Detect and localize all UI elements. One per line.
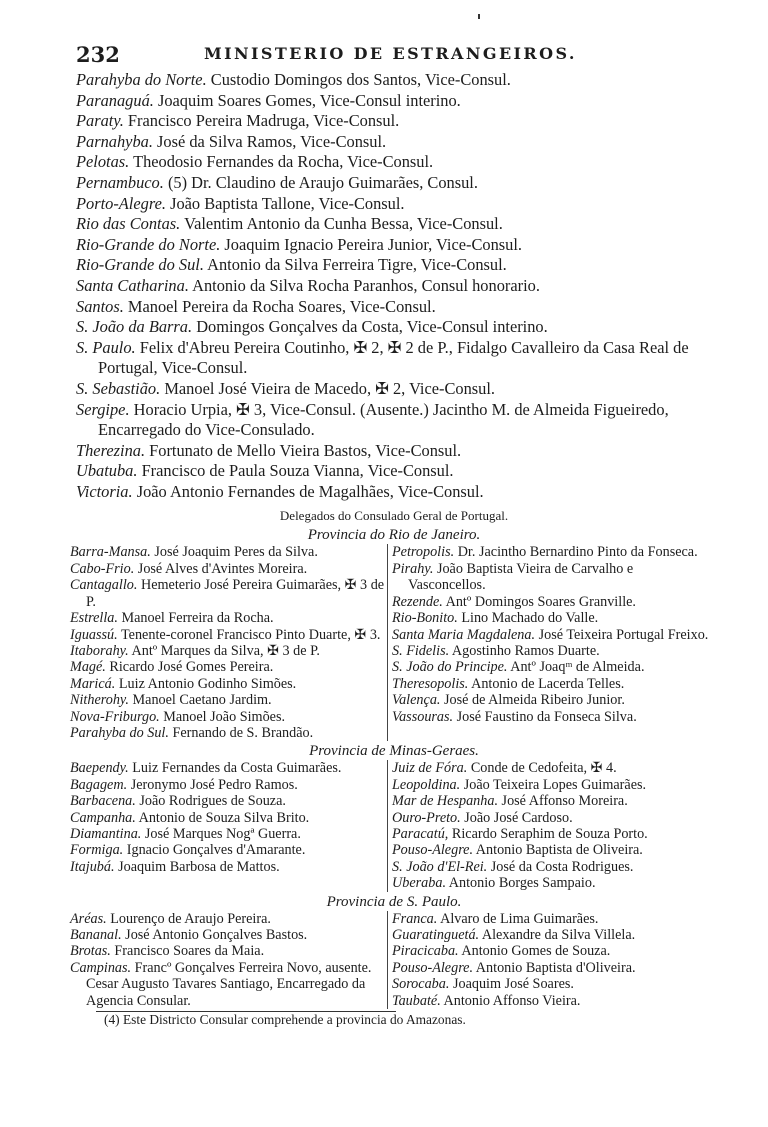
place-name: Porto-Alegre. bbox=[76, 193, 166, 213]
entry-text: José da Costa Rodrigues. bbox=[487, 858, 634, 875]
place-name: Paranaguá. bbox=[76, 90, 154, 110]
delegate-item bbox=[392, 709, 710, 725]
consular-entry bbox=[76, 70, 712, 91]
consular-entry bbox=[76, 317, 712, 338]
entry-text: Antonio da Silva Rocha Paranhos, Consul honorario. bbox=[188, 275, 540, 295]
delegate-item bbox=[70, 842, 385, 858]
place-name: Ubatuba. bbox=[76, 461, 138, 481]
entry-text: Antº Joaqᵐ de Almeida. bbox=[507, 659, 645, 676]
entry-text: Antº Marques da Silva, ✠ 3 de P. bbox=[128, 642, 320, 659]
place-name: Bagagem. bbox=[70, 776, 128, 793]
place-name: S. João d'El-Rei. bbox=[392, 858, 488, 875]
delegate-item bbox=[392, 826, 710, 842]
place-name: Victoria. bbox=[76, 481, 133, 501]
place-name: Santos. bbox=[76, 296, 124, 316]
entry-text: Francº Gonçalves Ferreira Novo, ausente. Cesar Augusto Tavares Santiago, Encarregado da Agencia Consular. bbox=[86, 959, 372, 1009]
entry-text: Francisco de Paula Souza Vianna, Vice-Consul. bbox=[137, 461, 454, 481]
place-name: Therezina. bbox=[76, 440, 146, 460]
delegate-item bbox=[70, 676, 385, 692]
delegate-item bbox=[392, 976, 710, 992]
delegate-item bbox=[392, 544, 710, 560]
delegate-item bbox=[70, 610, 385, 626]
delegate-item bbox=[392, 842, 710, 858]
place-name: Barra-Mansa. bbox=[70, 544, 151, 561]
left-column bbox=[70, 544, 388, 741]
place-name: Cabo-Frio. bbox=[70, 560, 135, 577]
delegate-item bbox=[392, 943, 710, 959]
place-name: Itaborahy. bbox=[70, 642, 129, 659]
entry-text: João Antonio Fernandes de Magalhães, Vice-Consul. bbox=[132, 481, 484, 501]
place-name: Estrella. bbox=[70, 610, 118, 627]
place-name: Bananal. bbox=[70, 927, 122, 943]
entry-text: José de Almeida Ribeiro Junior. bbox=[440, 692, 625, 709]
delegate-item bbox=[70, 793, 385, 809]
place-name: Petropolis. bbox=[392, 544, 455, 561]
delegate-item bbox=[392, 927, 710, 943]
delegate-item bbox=[70, 927, 385, 943]
place-name: Maricá. bbox=[70, 675, 116, 692]
place-name: Cantagallo. bbox=[70, 577, 138, 594]
entry-text: Joaquim Barbosa de Mattos. bbox=[114, 858, 280, 875]
entry-text: Joaquim José Soares. bbox=[449, 976, 574, 993]
place-name: Formiga. bbox=[70, 842, 124, 859]
place-name: Parahyba do Sul. bbox=[70, 724, 169, 741]
entry-text: Antonio Affonso Vieira. bbox=[440, 992, 581, 1009]
delegate-item bbox=[392, 810, 710, 826]
delegate-item bbox=[392, 960, 710, 976]
place-name: Diamantina. bbox=[70, 825, 142, 842]
place-name: Magé. bbox=[70, 659, 106, 676]
entry-text: Conde de Cedofeita, ✠ 4. bbox=[467, 760, 617, 777]
consular-entry bbox=[76, 111, 712, 132]
place-name: Rio-Grande do Norte. bbox=[76, 234, 221, 254]
entry-text: Antonio Gomes de Souza. bbox=[458, 943, 611, 960]
place-name: Paracatú, bbox=[392, 825, 449, 842]
place-name: Valença. bbox=[392, 692, 441, 709]
entry-text: Antonio Baptista de Oliveira. bbox=[473, 842, 643, 859]
delegate-item bbox=[392, 659, 710, 675]
running-title: MINISTERIO DE ESTRANGEIROS. bbox=[204, 44, 577, 63]
entry-text: Custodio Domingos dos Santos, Vice-Consul. bbox=[206, 70, 511, 89]
entry-text: (5) Dr. Claudino de Araujo Guimarães, Consul. bbox=[163, 172, 478, 192]
delegate-item bbox=[392, 760, 710, 776]
delegate-item bbox=[70, 760, 385, 776]
delegate-item bbox=[392, 875, 710, 891]
entry-text: Francisco Soares da Maia. bbox=[110, 943, 265, 960]
consular-entry bbox=[76, 482, 712, 503]
delegate-item bbox=[70, 709, 385, 725]
entry-text: Ricardo Seraphim de Souza Porto. bbox=[448, 825, 648, 842]
footnote: (4) Este Districto Consular comprehende a provincia do Amazonas. bbox=[104, 1012, 466, 1028]
place-name: Santa Maria Magdalena. bbox=[392, 626, 536, 643]
province-columns bbox=[70, 911, 710, 1009]
delegate-item bbox=[392, 610, 710, 626]
delegate-item bbox=[392, 594, 710, 610]
delegate-item bbox=[392, 777, 710, 793]
entry-text: Tenente-coronel Francisco Pinto Duarte, ✠ 3. bbox=[117, 626, 381, 643]
entry-text: Manoel Caetano Jardim. bbox=[128, 692, 272, 709]
place-name: Franca. bbox=[392, 910, 438, 927]
place-name: Campinas. bbox=[70, 959, 132, 976]
delegate-item bbox=[392, 859, 710, 875]
delegate-item bbox=[392, 561, 710, 594]
delegate-item bbox=[392, 911, 710, 927]
place-name: Nova-Friburgo. bbox=[70, 708, 160, 725]
document-page bbox=[70, 36, 712, 1028]
consular-entry bbox=[76, 400, 712, 441]
entry-text: José da Silva Ramos, Vice-Consul. bbox=[152, 131, 387, 151]
delegate-item bbox=[70, 777, 385, 793]
entry-text: Jeronymo José Pedro Ramos. bbox=[127, 776, 298, 793]
place-name: Ouro-Preto. bbox=[392, 809, 461, 826]
page-header bbox=[76, 36, 712, 70]
delegate-item bbox=[70, 725, 385, 741]
province-columns bbox=[70, 544, 710, 741]
delegate-item bbox=[70, 692, 385, 708]
place-name: Guaratinguetá. bbox=[392, 927, 480, 943]
consular-entries bbox=[76, 70, 712, 502]
place-name: Sergipe. bbox=[76, 399, 130, 419]
place-name: Rio-Grande do Sul. bbox=[76, 255, 204, 275]
entry-text: João Rodrigues de Souza. bbox=[135, 793, 286, 810]
entry-text: Alexandre da Silva Villela. bbox=[479, 927, 636, 943]
place-name: Theresopolis. bbox=[392, 675, 469, 692]
entry-text: Antonio de Lacerda Telles. bbox=[468, 675, 625, 692]
place-name: S. João do Principe. bbox=[392, 659, 508, 676]
page-number: 232 bbox=[76, 42, 120, 67]
delegados-heading: Delegados do Consulado Geral de Portugal. bbox=[279, 508, 509, 524]
delegate-item bbox=[70, 943, 385, 959]
entry-text: João Baptista Tallone, Vice-Consul. bbox=[165, 193, 405, 213]
entry-text: Joaquim Ignacio Pereira Junior, Vice-Consul. bbox=[220, 234, 523, 254]
entry-text: Agostinho Ramos Duarte. bbox=[449, 642, 600, 659]
entry-text: Manoel Ferreira da Rocha. bbox=[117, 610, 274, 627]
consular-entry bbox=[76, 338, 712, 379]
entry-text: Manoel João Simões. bbox=[159, 708, 286, 725]
entry-text: José Affonso Moreira. bbox=[498, 793, 628, 810]
entry-text: Dr. Jacintho Bernardino Pinto da Fonseca. bbox=[454, 544, 698, 561]
entry-text: Ignacio Gonçalves d'Amarante. bbox=[123, 842, 306, 859]
place-name: Pernambuco. bbox=[76, 172, 164, 192]
place-name: Leopoldina. bbox=[392, 776, 461, 793]
place-name: Paraty. bbox=[76, 111, 124, 131]
delegate-item bbox=[392, 643, 710, 659]
entry-text: Antonio Borges Sampaio. bbox=[446, 875, 596, 892]
entry-text: Valentim Antonio da Cunha Bessa, Vice-Consul. bbox=[180, 214, 503, 234]
consular-entry bbox=[76, 461, 712, 482]
delegate-item bbox=[70, 859, 385, 875]
right-column bbox=[388, 544, 710, 741]
place-name: Barbacena. bbox=[70, 793, 136, 810]
entry-text: Antonio de Souza Silva Brito. bbox=[135, 809, 310, 826]
entry-text: Francisco Pereira Madruga, Vice-Consul. bbox=[123, 111, 400, 131]
delegate-item bbox=[70, 544, 385, 560]
place-name: Campanha. bbox=[70, 809, 136, 826]
entry-text: Alvaro de Lima Guimarães. bbox=[437, 910, 599, 927]
place-name: Rezende. bbox=[392, 593, 443, 610]
entry-text: Antº Domingos Soares Granville. bbox=[442, 593, 636, 610]
entry-text: João Teixeira Lopes Guimarães. bbox=[460, 776, 647, 793]
consular-entry bbox=[76, 132, 712, 153]
delegate-item bbox=[70, 659, 385, 675]
place-name: Rio das Contas. bbox=[76, 214, 181, 234]
entry-text: Joaquim Soares Gomes, Vice-Consul interino. bbox=[153, 90, 461, 110]
entry-text: José Marques Nogª Guerra. bbox=[141, 825, 301, 842]
place-name: Santa Catharina. bbox=[76, 275, 189, 295]
consular-entry bbox=[76, 214, 712, 235]
delegate-item bbox=[70, 643, 385, 659]
delegate-item bbox=[70, 561, 385, 577]
consular-entry bbox=[76, 297, 712, 318]
place-name: Rio-Bonito. bbox=[392, 610, 458, 627]
place-name: Pirahy. bbox=[392, 560, 434, 577]
place-name: S. João da Barra. bbox=[76, 317, 193, 337]
place-name: S. Fidelis. bbox=[392, 642, 450, 659]
entry-text: João Baptista Vieira de Carvalho e Vasconcellos. bbox=[408, 560, 634, 594]
consular-entry bbox=[76, 194, 712, 215]
place-name: Pouso-Alegre. bbox=[392, 959, 474, 976]
delegate-item bbox=[392, 627, 710, 643]
consular-entry bbox=[76, 276, 712, 297]
province-columns bbox=[70, 760, 710, 891]
place-name: Piracicaba. bbox=[392, 943, 459, 960]
place-name: Aréas. bbox=[70, 910, 107, 927]
consular-entry bbox=[76, 441, 712, 462]
provinces-section bbox=[70, 526, 712, 1009]
entry-text: Domingos Gonçalves da Costa, Vice-Consul interino. bbox=[192, 317, 548, 337]
delegate-item bbox=[70, 826, 385, 842]
place-name: Sorocaba. bbox=[392, 976, 450, 993]
entry-text: Horacio Urpia, ✠ 3, Vice-Consul. (Ausente.) Jacintho M. de Almeida Figueiredo, Encarregado do Vice-Consulado. bbox=[98, 399, 669, 440]
consular-entry bbox=[76, 255, 712, 276]
entry-text: José Faustino da Fonseca Silva. bbox=[453, 708, 637, 725]
consular-entry bbox=[76, 91, 712, 112]
left-column bbox=[70, 911, 388, 1009]
entry-text: Felix d'Abreu Pereira Coutinho, ✠ 2, ✠ 2 de P., Fidalgo Cavalleiro da Casa Real de Portugal, Vice-Consul. bbox=[98, 337, 689, 378]
delegate-item bbox=[392, 793, 710, 809]
entry-text: Luiz Antonio Godinho Simões. bbox=[115, 675, 297, 692]
place-name: Iguassú. bbox=[70, 626, 118, 643]
place-name: Juiz de Fóra. bbox=[392, 760, 468, 777]
entry-text: Antonio Baptista d'Oliveira. bbox=[473, 959, 636, 976]
entry-text: Antonio da Silva Ferreira Tigre, Vice-Consul. bbox=[203, 255, 507, 275]
entry-text: Fernando de S. Brandão. bbox=[168, 724, 314, 741]
place-name: S. Paulo. bbox=[76, 337, 136, 357]
entry-text: Theodosio Fernandes da Rocha, Vice-Consul. bbox=[129, 152, 434, 172]
entry-text: José Joaquim Peres da Silva. bbox=[150, 544, 318, 561]
delegate-item bbox=[70, 960, 385, 1009]
place-name: Taubaté. bbox=[392, 992, 441, 1009]
entry-text: José Antonio Gonçalves Bastos. bbox=[121, 927, 308, 943]
place-name: Brotas. bbox=[70, 943, 111, 960]
place-name: Pelotas. bbox=[76, 152, 130, 172]
entry-text: Manoel José Vieira de Macedo, ✠ 2, Vice-Consul. bbox=[160, 378, 496, 398]
delegate-item bbox=[392, 676, 710, 692]
entry-text: Lourenço de Araujo Pereira. bbox=[106, 910, 271, 927]
place-name: Baependy. bbox=[70, 760, 129, 777]
consular-entry bbox=[76, 379, 712, 400]
consular-entry bbox=[76, 173, 712, 194]
entry-text: Manoel Pereira da Rocha Soares, Vice-Consul. bbox=[123, 296, 436, 316]
right-column bbox=[388, 760, 710, 891]
place-name: Parahyba do Norte. bbox=[76, 70, 207, 89]
entry-text: Lino Machado do Valle. bbox=[457, 610, 599, 627]
place-name: Parnahyba. bbox=[76, 131, 153, 151]
right-column bbox=[388, 911, 710, 1009]
delegate-item bbox=[392, 692, 710, 708]
place-name: Itajubá. bbox=[70, 858, 115, 875]
province-heading: Provincia de S. Paulo. bbox=[326, 893, 462, 910]
place-name: S. Sebastião. bbox=[76, 378, 161, 398]
left-column bbox=[70, 760, 388, 891]
delegate-item bbox=[70, 911, 385, 927]
entry-text: José Teixeira Portugal Freixo. bbox=[535, 626, 709, 643]
print-mark bbox=[478, 14, 480, 19]
place-name: Vassouras. bbox=[392, 708, 454, 725]
consular-entry bbox=[76, 235, 712, 256]
delegate-item bbox=[70, 810, 385, 826]
province-heading: Provincia de Minas-Geraes. bbox=[309, 743, 479, 760]
entry-text: Luiz Fernandes da Costa Guimarães. bbox=[128, 760, 342, 777]
delegate-item bbox=[70, 627, 385, 643]
place-name: Nitherohy. bbox=[70, 692, 129, 709]
entry-text: Hemeterio José Pereira Guimarães, ✠ 3 de P. bbox=[86, 577, 385, 610]
entry-text: José Alves d'Avintes Moreira. bbox=[134, 560, 308, 577]
entry-text: Fortunato de Mello Vieira Bastos, Vice-Consul. bbox=[145, 440, 462, 460]
place-name: Mar de Hespanha. bbox=[392, 793, 498, 810]
entry-text: Ricardo José Gomes Pereira. bbox=[105, 659, 274, 676]
consular-entry bbox=[76, 152, 712, 173]
province-heading: Provincia do Rio de Janeiro. bbox=[307, 527, 481, 544]
entry-text: João José Cardoso. bbox=[460, 809, 573, 826]
place-name: Pouso-Alegre. bbox=[392, 842, 474, 859]
delegate-item bbox=[70, 577, 385, 610]
delegate-item bbox=[392, 993, 710, 1009]
place-name: Uberaba. bbox=[392, 875, 446, 892]
